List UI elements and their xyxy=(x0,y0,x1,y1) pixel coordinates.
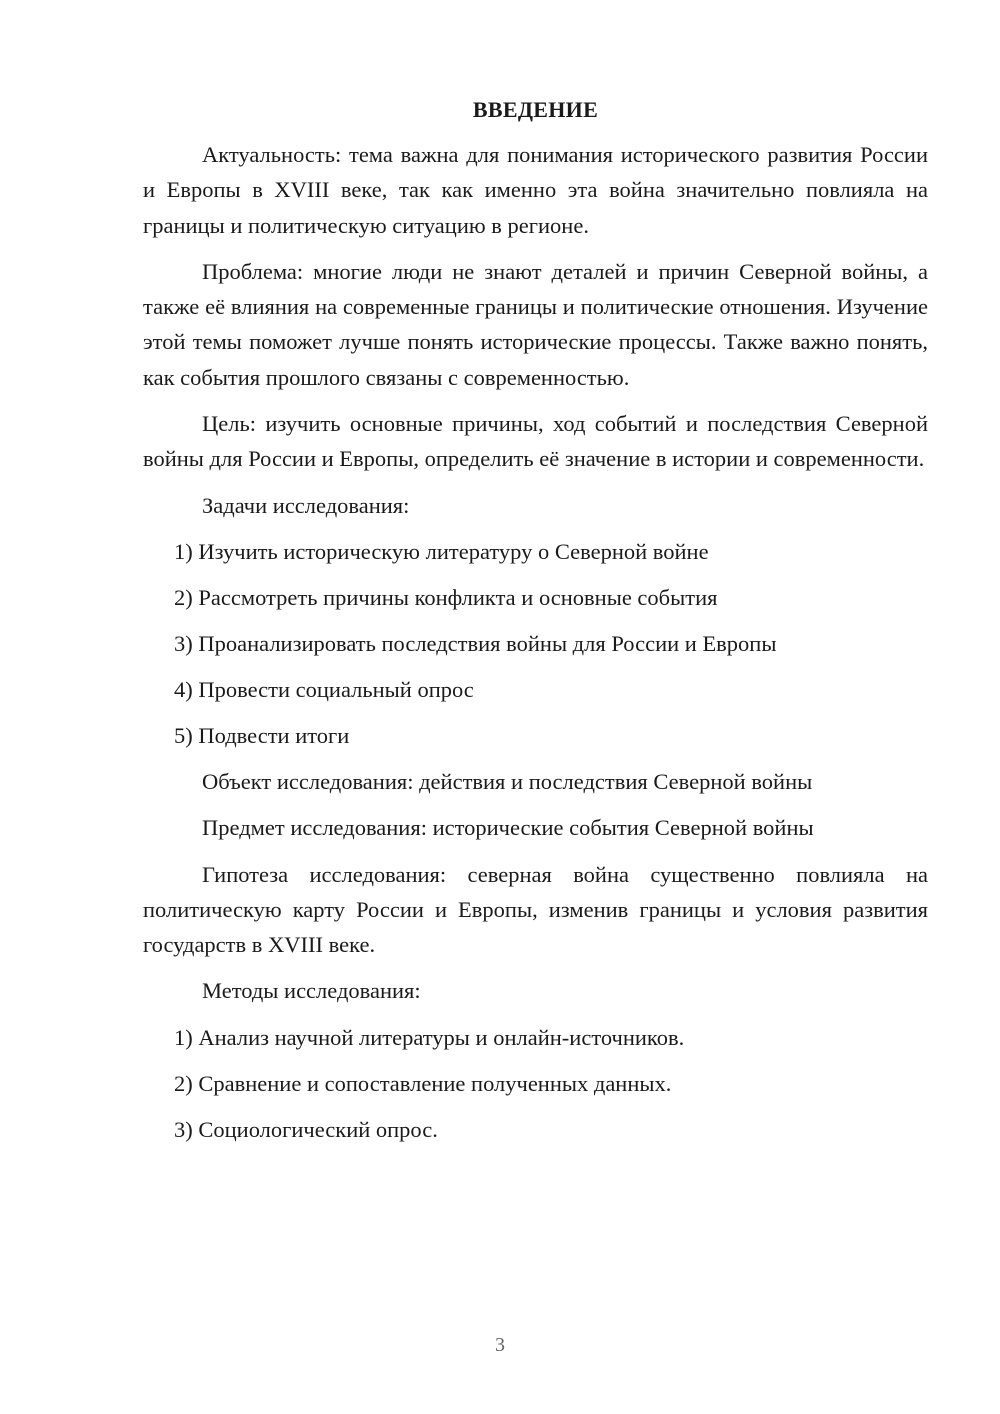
subject-paragraph: Предмет исследования: исторические события Северной войны xyxy=(202,815,814,841)
list-item: 1) Изучить историческую литературу о Северной войне xyxy=(174,538,709,564)
list-item: 4) Провести социальный опрос xyxy=(174,676,474,702)
list-item: 3) Проанализировать последствия войны для России и Европы xyxy=(174,630,777,656)
relevance-paragraph: Актуальность: тема важна для понимания исторического развития России и Европы в XVIII веке, так как именно эта война значительно повлияла на границы и политическую ситуацию в регионе. xyxy=(143,142,928,238)
tasks-list xyxy=(143,534,928,753)
tasks-heading: Задачи исследования: xyxy=(202,492,410,518)
problem-paragraph: Проблема: многие люди не знают деталей и причин Северной войны, а также её влияния на современные границы и политические отношения. Изучение этой темы поможет лучше понять исторические процессы. Также важно понять, как события прошлого связаны с современностью. xyxy=(143,258,928,390)
methods-list xyxy=(143,1020,928,1147)
object-paragraph: Объект исследования: действия и последствия Северной войны xyxy=(202,768,813,794)
goal-paragraph: Цель: изучить основные причины, ход событий и последствия Северной войны для России и Европы, определить её значение в истории и современности. xyxy=(143,411,928,472)
list-item: 2) Сравнение и сопоставление полученных данных. xyxy=(174,1070,672,1096)
document-title: ВВЕДЕНИЕ xyxy=(472,97,599,122)
list-item: 3) Социологический опрос. xyxy=(174,1116,438,1142)
methods-heading: Методы исследования: xyxy=(202,978,421,1004)
list-item: 1) Анализ научной литературы и онлайн-источников. xyxy=(174,1024,685,1050)
page-number: 3 xyxy=(495,1334,505,1356)
list-item: 2) Рассмотреть причины конфликта и основные события xyxy=(174,584,718,610)
list-item: 5) Подвести итоги xyxy=(174,722,350,748)
document-page xyxy=(143,92,928,1158)
hypothesis-paragraph: Гипотеза исследования: северная война существенно повлияла на политическую карту России и Европы, изменив границы и условия развития государств в XVIII веке. xyxy=(143,861,928,958)
